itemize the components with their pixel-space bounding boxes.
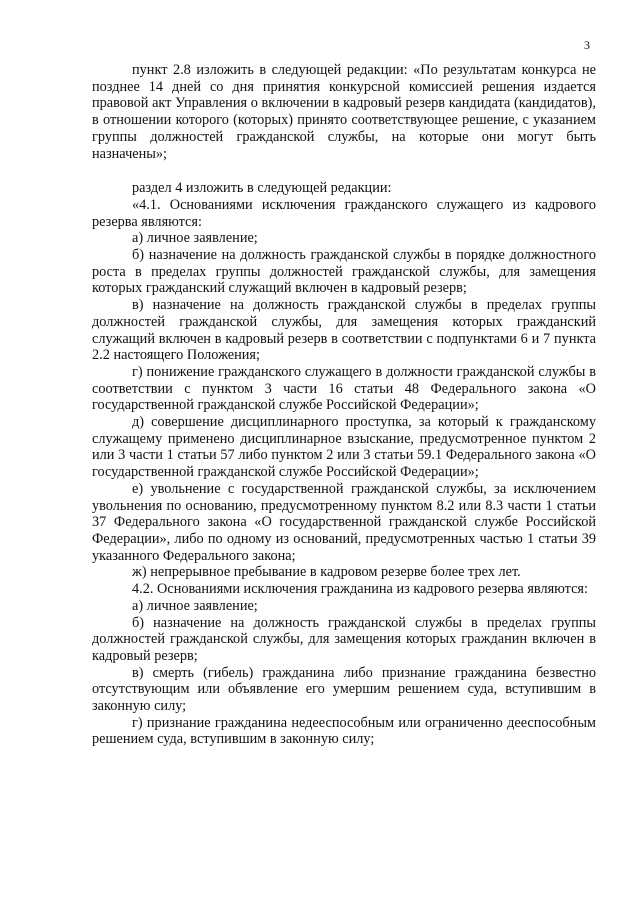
- list-item-4-1-v: в) назначение на должность гражданской службы в пределах группы должностей гражданской службы, для замещения которых гражданский служащий включен в кадровый резерв в соответствии с подпунктами 6 и 7 пункта 2.2 настоящего Положения;: [92, 297, 596, 364]
- list-item-4-2-a: а) личное заявление;: [132, 597, 258, 614]
- list-item-4-2-v: в) смерть (гибель) гражданина либо признание гражданина безвестно отсутствующим или объявление его умершим решением суда, вступившим в законную силу;: [92, 664, 596, 715]
- list-item-4-1-zh: ж) непрерывное пребывание в кадровом резерве более трех лет.: [132, 564, 521, 581]
- paragraph-4-2: 4.2. Основаниями исключения гражданина из кадрового резерва являются:: [132, 581, 588, 598]
- paragraph-point-2-8: пункт 2.8 изложить в следующей редакции: «По результатам конкурса не позднее 14 дней со дня принятия конкурсной комиссией решения издается правовой акт Управления о включении в кадровый резерв кандидата (кандидатов), в отношении которого (которых) принято соответствующее решение, с указанием группы должностей гражданской службы, на которые они могут быть назначены»;: [92, 62, 596, 162]
- list-item-4-1-d: д) совершение дисциплинарного проступка, за который к гражданскому служащему применено дисциплинарное взыскание, предусмотренное пунктом 2 или 3 части 1 статьи 57 либо пунктом 2 или 3 статьи 59.1 Федерального закона «О государственной гражданской службе Российской Федерации»;: [92, 414, 596, 481]
- paragraph-4-1: «4.1. Основаниями исключения гражданского служащего из кадрового резерва являются:: [92, 196, 596, 230]
- list-item-4-2-b: б) назначение на должность гражданской службы в пределах группы должностей гражданской службы, для замещения которых гражданин включен в кадровый резерв;: [92, 614, 596, 664]
- document-body: [92, 62, 596, 748]
- list-item-4-2-g: г) признание гражданина недееспособным или ограниченно дееспособным решением суда, вступившим в законную силу;: [92, 714, 596, 748]
- list-item-4-1-b: б) назначение на должность гражданской службы в порядке должностного роста в пределах группы должностей гражданской службы, для замещения которых гражданский служащий включен в кадровый резерв;: [92, 247, 596, 297]
- list-item-4-1-a: а) личное заявление;: [132, 230, 258, 247]
- list-item-4-1-g: г) понижение гражданского служащего в должности гражданской службы в соответствии с пунктом 3 части 16 статьи 48 Федерального закона «О государственной гражданской службе Российской Федерации»;: [92, 363, 596, 414]
- page-number: 3: [584, 38, 590, 52]
- list-item-4-1-e: е) увольнение с государственной гражданской службы, за исключением увольнения по основанию, предусмотренному пунктом 8.2 или 8.3 части 1 статьи 37 Федерального закона «О государственной гражданской службе Российской Федерации», либо по одному из оснований, предусмотренных частью 1 статьи 39 указанного Федерального закона;: [92, 480, 596, 564]
- paragraph-spacer: [92, 162, 596, 180]
- paragraph-section-4-intro: раздел 4 изложить в следующей редакции:: [132, 180, 392, 197]
